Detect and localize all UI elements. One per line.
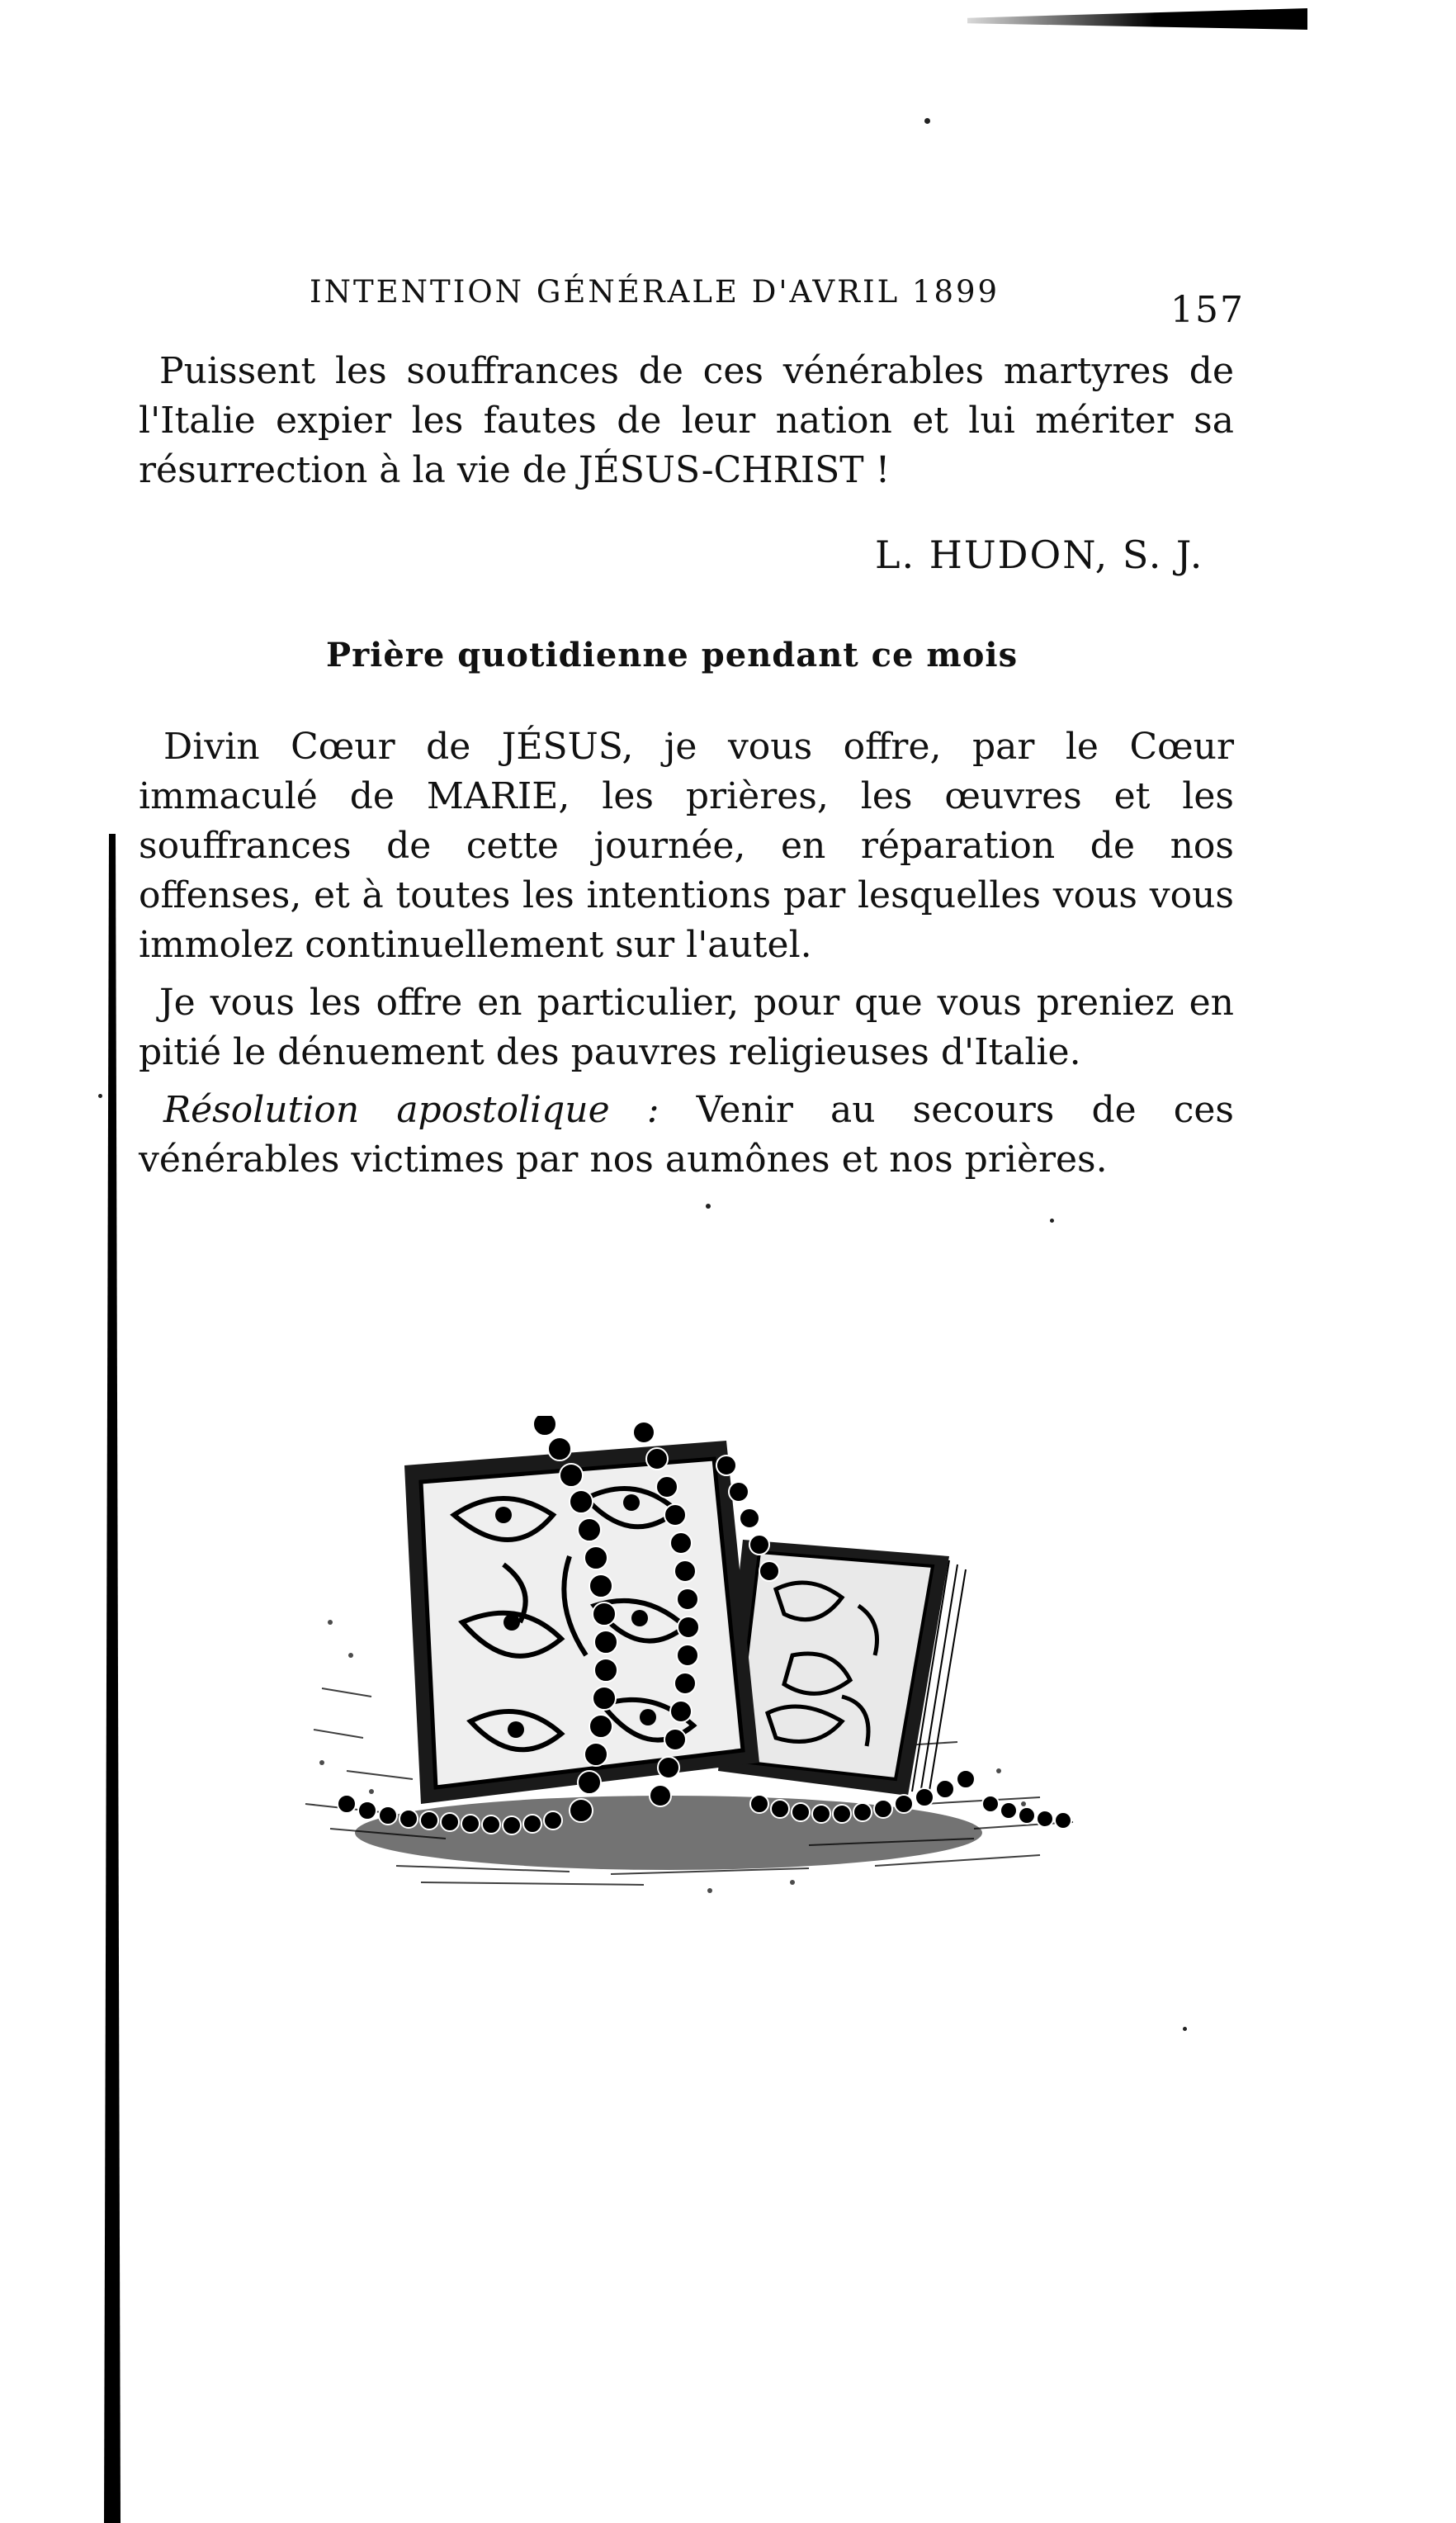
page-number: 157 — [1170, 289, 1245, 331]
section-heading: Prière quotidienne pendant ce mois — [326, 636, 1019, 675]
top-edge-rule — [967, 8, 1307, 30]
resolution-text: Venir au secours de ces vénérables victimes par nos aumônes et nos prières. — [139, 1089, 1234, 1181]
resolution-label: Résolution apostolique : — [163, 1089, 659, 1131]
author-signature: L. HUDON, S. J. — [875, 533, 1204, 577]
paragraph-martyrs: Puissent les souffrances de ces vénérables martyres de l'Italie expier les fautes de leur nation et lui mériter sa résurrection à la vie de JÉSUS-CHRIST ! — [139, 350, 1234, 491]
print-speck — [924, 118, 930, 124]
print-speck — [1050, 1219, 1054, 1223]
paragraph-offer: Je vous les offre en particulier, pour que vous preniez en pitié le dénuement des pauvres religieuses d'Italie. — [139, 982, 1234, 1073]
paragraph-resolution — [139, 1086, 1234, 1185]
left-margin-rule — [104, 834, 121, 2523]
print-speck — [1183, 2027, 1187, 2031]
running-head: INTENTION GÉNÉRALE D'AVRIL 1899 — [310, 274, 1000, 310]
paragraph-prayer: Divin Cœur de JÉSUS, je vous offre, par le Cœur immaculé de MARIE, les prières, les œuvres et les souffrances de cette journée, en réparation de nos offenses, et à toutes les intentions par lesquelles vous vous immolez continuellement sur l'autel. — [139, 726, 1234, 966]
print-speck — [706, 1204, 711, 1209]
prayer-book-rosary-illustration — [297, 1416, 1090, 1895]
print-speck — [98, 1094, 102, 1098]
